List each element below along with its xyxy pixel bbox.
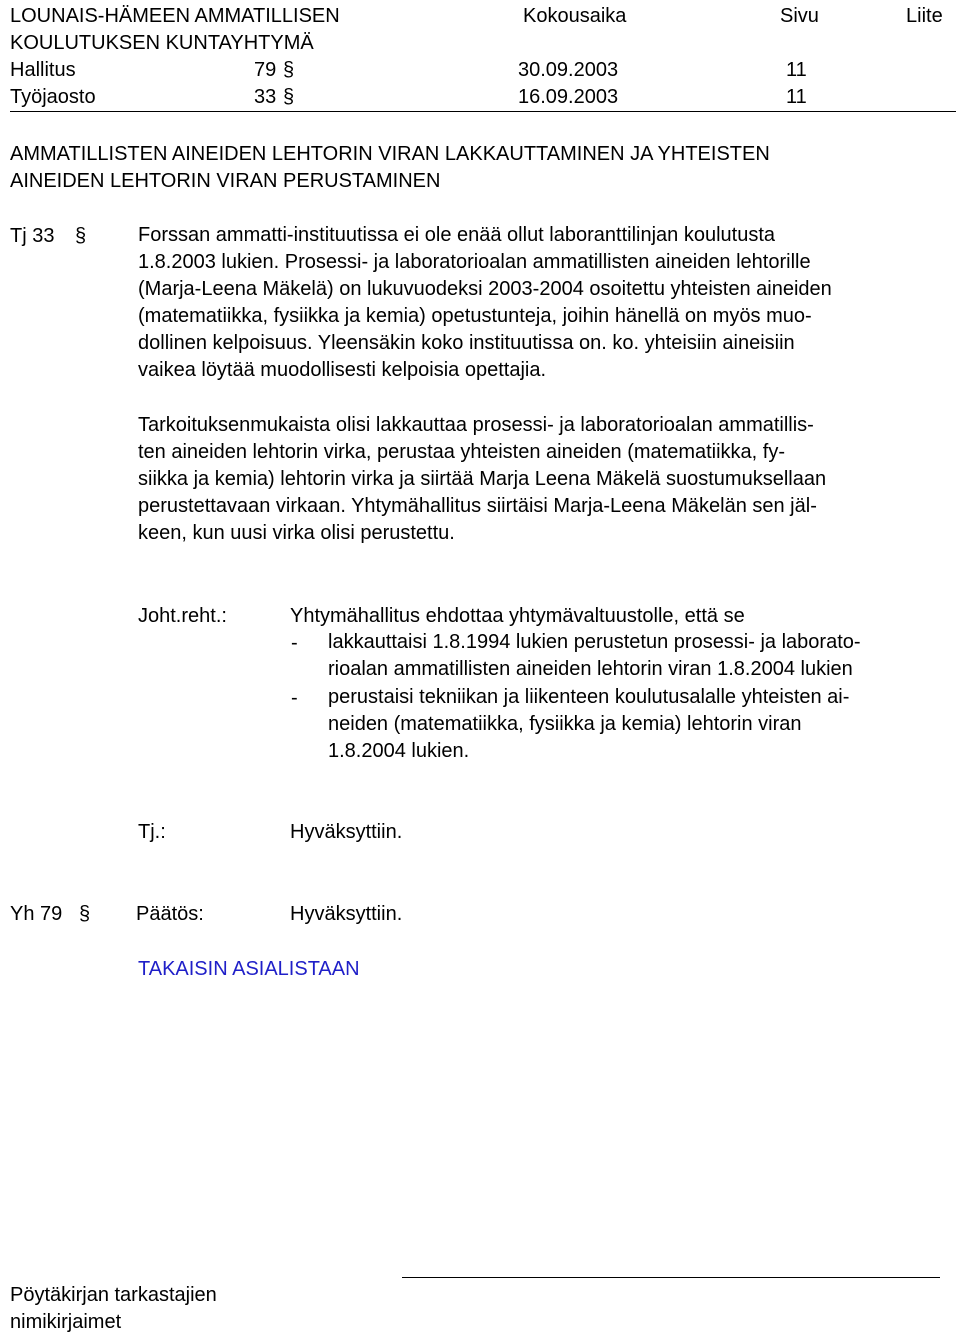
yh-decision-label: Yh 79 <box>10 903 63 925</box>
paragraph-line: keen, kun uusi virka olisi perustettu. <box>138 522 455 544</box>
section-sign-icon: § <box>283 59 295 81</box>
header-row-body: Hallitus <box>10 59 76 81</box>
document-title-line2: AINEIDEN LEHTORIN VIRAN PERUSTAMINEN <box>10 170 441 192</box>
document-title-line1: AMMATILLISTEN AINEIDEN LEHTORIN VIRAN LAKKAUTTAMINEN JA YHTEISTEN <box>10 143 770 165</box>
paragraph-line: Tarkoituksenmukaista olisi lakkauttaa prosessi- ja laboratorioalan ammatillis- <box>138 414 814 436</box>
paragraph-line: 1.8.2003 lukien. Prosessi- ja laboratorioalan ammatillisten aineiden lehtorille <box>138 251 811 273</box>
header-row-page: 11 <box>786 59 807 81</box>
paragraph-line: dollinen kelpoisuus. Yleensäkin koko instituutissa on. ko. yhteisiin aineisiin <box>138 332 795 354</box>
proposal-intro: Yhtymähallitus ehdottaa yhtymävaltuustolle, että se <box>290 605 745 627</box>
section-sign-icon: § <box>75 225 87 247</box>
paragraph-line: ten aineiden lehtorin virka, perustaa yhteisten aineiden (matematiikka, fy- <box>138 441 786 463</box>
header-row-number: 79 <box>254 59 277 81</box>
bullet-dash: - <box>291 687 298 709</box>
proposal-item <box>328 629 861 683</box>
bullet-dash: - <box>291 632 298 654</box>
paragraph-line: (Marja-Leena Mäkelä) on lukuvuodeksi 2003-2004 osoitettu yhteisten aineiden <box>138 278 832 300</box>
meeting-time-heading: Kokousaika <box>523 5 627 27</box>
page-heading: Sivu <box>780 5 819 27</box>
header-divider <box>10 111 956 112</box>
tj-decision-label: Tj.: <box>138 821 166 843</box>
proposal-item <box>328 684 849 765</box>
proposal-item-line: lakkauttaisi 1.8.1994 lukien perustetun prosessi- ja laborato- <box>328 631 861 653</box>
back-to-agenda-link[interactable]: TAKAISIN ASIALISTAAN <box>138 958 360 980</box>
header-row-date: 30.09.2003 <box>518 59 619 81</box>
footer-line1: Pöytäkirjan tarkastajien <box>10 1284 217 1306</box>
header-row-date: 16.09.2003 <box>518 86 619 108</box>
proposal-item-line: rioalan ammatillisten aineiden lehtorin viran 1.8.2004 lukien <box>328 658 853 680</box>
paragraph-line: siikka ja kemia) lehtorin virka ja siirtää Marja Leena Mäkelä suostumuksellaan <box>138 468 827 490</box>
paragraph-line: (matematiikka, fysiikka ja kemia) opetustunteja, joihin hänellä on myös muo- <box>138 305 812 327</box>
proposal-label: Joht.reht.: <box>138 605 227 627</box>
org-name-line1: LOUNAIS-HÄMEEN AMMATILLISEN <box>10 5 340 27</box>
proposal-item-line: neiden (matematiikka, fysiikka ja kemia) lehtorin viran <box>328 713 802 735</box>
section-label: Tj 33 <box>10 225 55 247</box>
proposal-item-line: 1.8.2004 lukien. <box>328 740 470 762</box>
header-row-number: 33 <box>254 86 277 108</box>
signature-line <box>402 1277 940 1278</box>
footer-line2: nimikirjaimet <box>10 1311 122 1333</box>
header-row-body: Työjaosto <box>10 86 96 108</box>
org-name-line2: KOULUTUKSEN KUNTAYHTYMÄ <box>10 32 314 54</box>
yh-decision-value: Hyväksyttiin. <box>290 903 403 925</box>
paragraph-background <box>138 222 832 384</box>
paragraph-line: perustettavaan virkaan. Yhtymähallitus siirtäisi Marja-Leena Mäkelän sen jäl- <box>138 495 817 517</box>
appendix-heading: Liite <box>906 5 943 27</box>
paragraph-line: vaikea löytää muodollisesti kelpoisia opettajia. <box>138 359 547 381</box>
tj-decision-value: Hyväksyttiin. <box>290 821 403 843</box>
yh-decision-sublabel: Päätös: <box>136 903 204 925</box>
section-sign-icon: § <box>79 903 91 925</box>
section-sign-icon: § <box>283 86 295 108</box>
proposal-item-line: perustaisi tekniikan ja liikenteen koulutusalalle yhteisten ai- <box>328 686 850 708</box>
header-row-page: 11 <box>786 86 807 108</box>
paragraph-line: Forssan ammatti-instituutissa ei ole enää ollut laboranttilinjan koulutusta <box>138 224 776 246</box>
paragraph-rationale <box>138 412 826 547</box>
